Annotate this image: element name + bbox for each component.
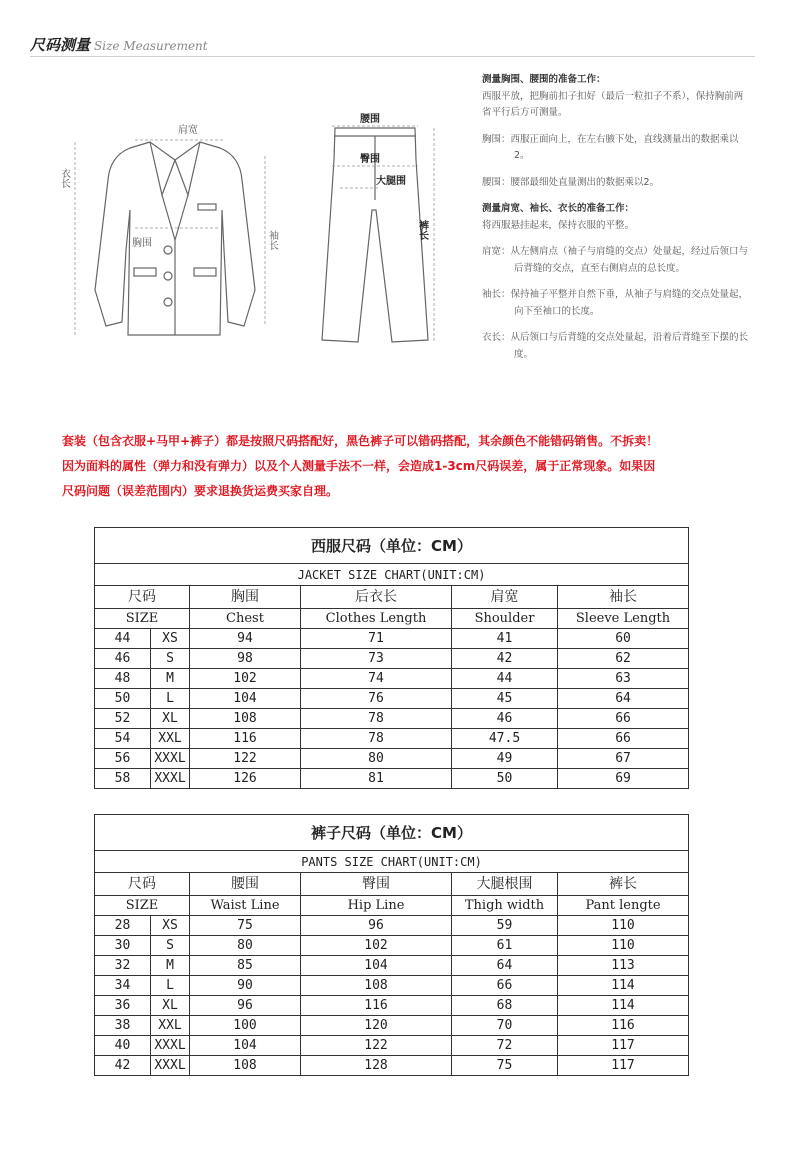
sleeve-instruction: 袖长：保持袖子平整并自然下垂，从袖子与肩缝的交点处量起，向下至袖口的长度。 (482, 289, 749, 317)
table-row (95, 936, 689, 956)
table-cell: 128 (301, 1056, 452, 1076)
table-cell: 98 (190, 649, 301, 669)
table-cell: 116 (301, 996, 452, 1016)
label-sleeve: 袖长 (266, 230, 278, 250)
table-cell: 52 (95, 709, 151, 729)
notice-line-3: 尺码问题（误差范围内）要求退换货运费买家自理。 (62, 484, 339, 498)
table-cell: XS (151, 916, 190, 936)
header-cell: Sleeve Length (558, 609, 689, 629)
table-cell: XXXL (151, 749, 190, 769)
table-cell: 60 (558, 629, 689, 649)
table-cell: 50 (452, 769, 558, 789)
table-cell: 114 (558, 996, 689, 1016)
table-cell: XXXL (151, 1036, 190, 1056)
table-row (95, 976, 689, 996)
table-cell: 104 (190, 689, 301, 709)
pants-size-table (94, 814, 689, 1076)
header-title-cn: 尺码测量 (30, 36, 91, 54)
table-row (95, 916, 689, 936)
table-cell: 66 (558, 709, 689, 729)
notice-line-1: 套装（包含衣服+马甲+裤子）都是按照尺码搭配好，黑色裤子可以错码搭配，其余颜色不能错码销售。不拆卖！ (62, 434, 659, 448)
chest-instruction: 胸围：西服正面向上，在左右腋下处，直线测量出的数据乘以2。 (482, 133, 739, 161)
table-cell: XL (151, 709, 190, 729)
table-cell: 108 (190, 709, 301, 729)
table-cell: 116 (190, 729, 301, 749)
jacket-illustration (95, 142, 255, 335)
table-row (95, 956, 689, 976)
prep1-title: 测量胸围、腰围的准备工作： (482, 74, 606, 85)
table-cell: 59 (452, 916, 558, 936)
table-cell: 49 (452, 749, 558, 769)
jacket-header-row-cn (95, 586, 689, 609)
table-cell: 38 (95, 1016, 151, 1036)
section-header (30, 34, 755, 57)
table-row (95, 669, 689, 689)
table-cell: 85 (190, 956, 301, 976)
pants-table-subtitle: PANTS SIZE CHART(UNIT:CM) (95, 851, 689, 873)
table-row (95, 749, 689, 769)
table-cell: 108 (301, 976, 452, 996)
table-cell: 48 (95, 669, 151, 689)
table-cell: 117 (558, 1056, 689, 1076)
table-row (95, 996, 689, 1016)
table-cell: 44 (95, 629, 151, 649)
table-cell: 96 (301, 916, 452, 936)
table-cell: 64 (558, 689, 689, 709)
table-cell: L (151, 689, 190, 709)
prep2-title: 测量肩宽、袖长、衣长的准备工作： (482, 203, 635, 214)
table-cell: 90 (190, 976, 301, 996)
table-cell: 28 (95, 916, 151, 936)
table-cell: XXXL (151, 1056, 190, 1076)
table-cell: 104 (190, 1036, 301, 1056)
header-cell: 后衣长 (301, 586, 452, 609)
table-cell: 78 (301, 709, 452, 729)
table-cell: 126 (190, 769, 301, 789)
table-cell: L (151, 976, 190, 996)
table-cell: M (151, 669, 190, 689)
header-cell: 裤长 (558, 873, 689, 896)
label-jacket-length: 衣长 (58, 168, 70, 188)
jacket-size-table (94, 527, 689, 789)
header-cell: Pant lengte (558, 896, 689, 916)
table-cell: 117 (558, 1036, 689, 1056)
table-cell: 58 (95, 769, 151, 789)
table-cell: 47.5 (452, 729, 558, 749)
table-cell: 62 (558, 649, 689, 669)
table-cell: 66 (452, 976, 558, 996)
notice-line-2: 因为面料的属性（弹力和没有弹力）以及个人测量手法不一样，会造成1-3cm尺码误差，属于正常现象。如果因 (62, 459, 656, 473)
table-cell: XS (151, 629, 190, 649)
table-cell: S (151, 649, 190, 669)
jacket-rows (95, 629, 689, 789)
header-cell: 胸围 (190, 586, 301, 609)
table-cell: 45 (452, 689, 558, 709)
table-row (95, 689, 689, 709)
table-cell: M (151, 956, 190, 976)
table-cell: 54 (95, 729, 151, 749)
header-cell: Hip Line (301, 896, 452, 916)
table-cell: 34 (95, 976, 151, 996)
jacket-table-subtitle: JACKET SIZE CHART(UNIT:CM) (95, 564, 689, 586)
sizing-notice (62, 429, 752, 504)
pants-header-row-cn (95, 873, 689, 896)
header-cell: 臀围 (301, 873, 452, 896)
table-cell: 114 (558, 976, 689, 996)
table-cell: 69 (558, 769, 689, 789)
table-cell: XL (151, 996, 190, 1016)
table-cell: 50 (95, 689, 151, 709)
jacket-table-title: 西服尺码（单位：CM） (95, 528, 689, 564)
header-cell: 袖长 (558, 586, 689, 609)
shoulder-instruction: 肩宽：从左侧肩点（袖子与肩缝的交点）处量起，经过后领口与后背缝的交点，直至右侧肩点的总长度。 (482, 246, 749, 274)
table-cell: 94 (190, 629, 301, 649)
header-cell: 尺码 (95, 873, 190, 896)
table-cell: 46 (95, 649, 151, 669)
table-cell: 71 (301, 629, 452, 649)
jacket-header-row-en (95, 609, 689, 629)
table-cell: 81 (301, 769, 452, 789)
table-cell: XXXL (151, 769, 190, 789)
label-pants-length: 裤长 (416, 220, 428, 240)
table-cell: 42 (95, 1056, 151, 1076)
table-cell: 63 (558, 669, 689, 689)
table-row (95, 629, 689, 649)
header-cell: 腰围 (190, 873, 301, 896)
table-cell: 30 (95, 936, 151, 956)
table-cell: 61 (452, 936, 558, 956)
table-cell: 100 (190, 1016, 301, 1036)
table-cell: XXL (151, 1016, 190, 1036)
table-cell: 68 (452, 996, 558, 1016)
table-cell: 110 (558, 916, 689, 936)
table-cell: 66 (558, 729, 689, 749)
table-row (95, 769, 689, 789)
table-cell: 120 (301, 1016, 452, 1036)
table-cell: 72 (452, 1036, 558, 1056)
table-cell: 104 (301, 956, 452, 976)
table-cell: 110 (558, 936, 689, 956)
waist-instruction: 腰围：腰部最细处直量测出的数据乘以2。 (482, 176, 660, 188)
header-cell: Chest (190, 609, 301, 629)
label-chest: 胸围 (132, 238, 152, 249)
table-cell: 70 (452, 1016, 558, 1036)
table-cell: 75 (190, 916, 301, 936)
table-cell: 40 (95, 1036, 151, 1056)
table-row (95, 1056, 689, 1076)
table-cell: XXL (151, 729, 190, 749)
header-cell: 肩宽 (452, 586, 558, 609)
table-cell: 44 (452, 669, 558, 689)
table-cell: 122 (301, 1036, 452, 1056)
table-cell: 36 (95, 996, 151, 1016)
header-cell: SIZE (95, 609, 190, 629)
pants-header-row-en (95, 896, 689, 916)
prep2-text: 将西服悬挂起来，保持衣服的平整。 (482, 219, 635, 231)
table-cell: S (151, 936, 190, 956)
header-cell: Thigh width (452, 896, 558, 916)
measurement-diagram (50, 100, 470, 360)
table-cell: 102 (190, 669, 301, 689)
table-cell: 42 (452, 649, 558, 669)
table-cell: 41 (452, 629, 558, 649)
header-cell: Waist Line (190, 896, 301, 916)
table-cell: 32 (95, 956, 151, 976)
header-cell: 大腿根围 (452, 873, 558, 896)
header-cell: Clothes Length (301, 609, 452, 629)
table-cell: 64 (452, 956, 558, 976)
length-instruction: 衣长：从后领口与后背缝的交点处量起，沿着后背缝至下摆的长度。 (482, 332, 749, 360)
pants-table-title: 裤子尺码（单位：CM） (95, 815, 689, 851)
pants-rows (95, 916, 689, 1076)
table-row (95, 649, 689, 669)
table-cell: 80 (301, 749, 452, 769)
table-cell: 74 (301, 669, 452, 689)
table-cell: 78 (301, 729, 452, 749)
table-cell: 122 (190, 749, 301, 769)
table-cell: 76 (301, 689, 452, 709)
header-title-en: Size Measurement (94, 39, 208, 53)
table-row (95, 709, 689, 729)
table-cell: 108 (190, 1056, 301, 1076)
table-cell: 80 (190, 936, 301, 956)
table-cell: 102 (301, 936, 452, 956)
header-cell: SIZE (95, 896, 190, 916)
label-shoulder: 肩宽 (178, 125, 198, 136)
label-hip: 臀围 (360, 154, 380, 165)
table-cell: 73 (301, 649, 452, 669)
table-cell: 75 (452, 1056, 558, 1076)
table-row (95, 729, 689, 749)
table-cell: 67 (558, 749, 689, 769)
label-thigh: 大腿围 (376, 176, 406, 187)
table-cell: 46 (452, 709, 558, 729)
header-cell: 尺码 (95, 586, 190, 609)
table-cell: 113 (558, 956, 689, 976)
table-cell: 116 (558, 1016, 689, 1036)
label-waist: 腰围 (360, 114, 380, 125)
table-row (95, 1016, 689, 1036)
measurement-instructions (482, 68, 752, 373)
table-cell: 96 (190, 996, 301, 1016)
prep1-text: 西服平放，把胸前扣子扣好（最后一粒扣子不系），保持胸前两省平行后方可测量。 (482, 90, 744, 118)
table-row (95, 1036, 689, 1056)
header-cell: Shoulder (452, 609, 558, 629)
table-cell: 56 (95, 749, 151, 769)
